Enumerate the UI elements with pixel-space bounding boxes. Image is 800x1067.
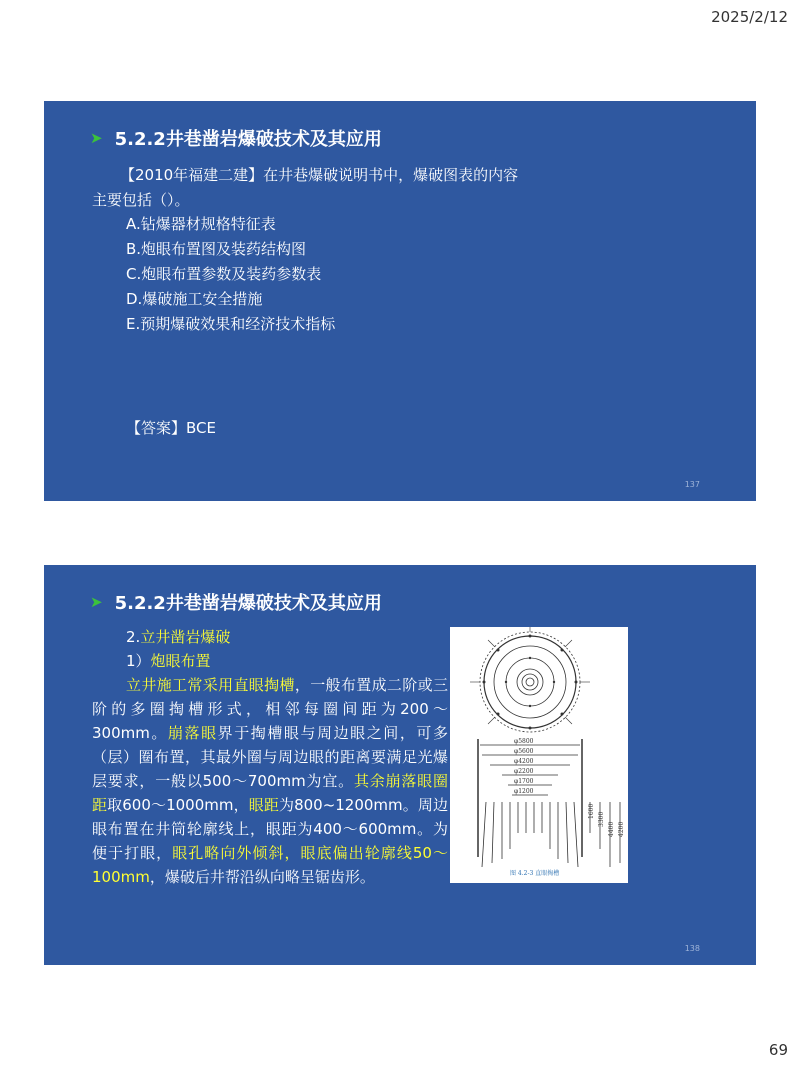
figure-caption: 图 4.2-3 直眼掏槽 — [510, 870, 560, 877]
option-b: B.炮眼布置图及装药结构图 — [126, 240, 307, 258]
section-title: 立井凿岩爆破 — [140, 628, 231, 646]
dimension-label: φ5800 — [514, 738, 534, 745]
body-paragraph — [92, 673, 448, 889]
slide-body — [92, 625, 448, 889]
depth-label: 3300 — [598, 811, 605, 827]
dimension-label: φ5600 — [514, 748, 534, 755]
question-line-1: 【2010年福建二建】在井巷爆破说明书中，爆破图表的内容 — [120, 166, 519, 184]
question-line-2: 主要包括（）。 — [92, 191, 190, 209]
slide-137 — [44, 101, 756, 501]
body-text: 取600～1000mm， — [107, 796, 249, 814]
slide-title-text: 5.2.2井巷凿岩爆破技术及其应用 — [114, 593, 382, 614]
answer-text: 【答案】BCE — [126, 419, 216, 437]
slide-title — [90, 125, 382, 151]
section-heading — [92, 625, 448, 649]
option-a: A.钻爆器材规格特征表 — [126, 215, 276, 233]
body-text: 界于掏槽眼与周边眼之间，可多（层）圈布置，其最外圈与周边眼的距离要满足光爆层要求，一般以500～700mm为宜。 — [92, 724, 448, 790]
option-c: C.炮眼布置参数及装药参数表 — [126, 265, 322, 283]
slide-138 — [44, 565, 756, 965]
section-number: 2. — [126, 628, 141, 646]
slide-title-text: 5.2.2井巷凿岩爆破技术及其应用 — [114, 129, 382, 150]
slide-number: 137 — [684, 480, 700, 489]
cut-hole-diagram — [450, 627, 628, 883]
body-text: 为800~1200mm。周边眼布置在井筒轮廓线上，眼距为400～600mm。为便于打眼， — [92, 796, 448, 862]
options-list — [126, 212, 335, 337]
dimension-label: φ1700 — [514, 778, 534, 785]
depth-label: 4400 — [608, 821, 615, 837]
subsection-number: 1） — [126, 652, 151, 670]
highlight-text: 眼距 — [248, 796, 279, 814]
slide-number: 138 — [684, 944, 700, 953]
print-date: 2025/2/12 — [711, 8, 788, 26]
bullet-arrow-icon: ➤ — [90, 129, 103, 147]
subsection-title: 炮眼布置 — [150, 652, 211, 670]
dimension-label: φ1200 — [514, 788, 534, 795]
highlight-text: 崩落眼 — [167, 724, 218, 742]
dimension-label: φ4200 — [514, 758, 534, 765]
depth-label: 1600 — [588, 803, 595, 819]
body-text: ，一般布置成二阶或三阶的多圈掏槽形式，相邻每圈间距为200～300mm。 — [92, 676, 448, 742]
highlight-text: 立井施工常采用直眼掏槽 — [126, 676, 295, 694]
depth-label: 4200 — [618, 821, 625, 837]
highlight-text: 其余崩落眼圈距 — [92, 772, 448, 814]
option-e: E.预期爆破效果和经济技术指标 — [126, 315, 336, 333]
slide-title — [90, 589, 382, 615]
bullet-arrow-icon: ➤ — [90, 593, 103, 611]
question-text — [92, 163, 582, 213]
dimension-label: φ2200 — [514, 768, 534, 775]
option-d: D.爆破施工安全措施 — [126, 290, 263, 308]
page-number: 69 — [768, 1041, 788, 1059]
highlight-text: 眼孔略向外倾斜，眼底偏出轮廓线50～100mm — [92, 844, 448, 886]
cut-hole-drawing — [450, 627, 628, 883]
subsection-heading — [92, 649, 448, 673]
body-text: ，爆破后井帮沿纵向略呈锯齿形。 — [149, 868, 375, 886]
